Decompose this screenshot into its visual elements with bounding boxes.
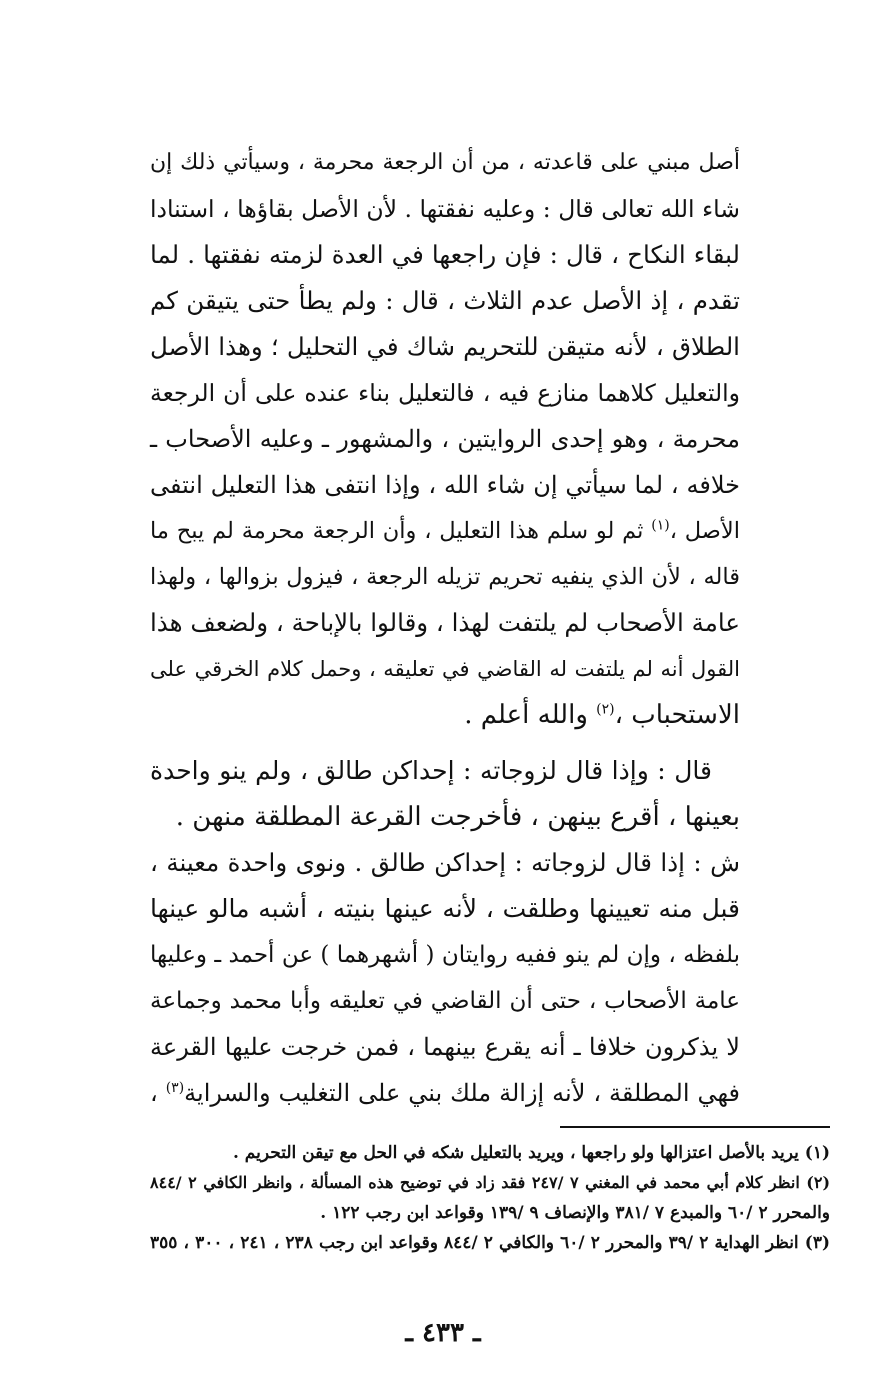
text-line: الطلاق ، لأنه متيقن للتحريم شاك في التحليل ؛ وهذا الأصل: [150, 332, 740, 361]
text-segment: الاستحباب ،: [614, 700, 740, 730]
text-line: والتعليل كلاهما منازع فيه ، فالتعليل بناء عنده على أن الرجعة: [150, 379, 740, 407]
footnotes: [150, 1138, 830, 1258]
footnote-ref-3[interactable]: (٣): [165, 1080, 185, 1096]
text-line: بلفظه ، وإن لم ينو ففيه روايتان ( أشهرهما ) عن أحمد ـ وعليها: [150, 942, 740, 968]
text-line: خلافه ، لما سيأتي إن شاء الله ، وإذا انتفى هذا التعليل انتفى: [150, 471, 740, 499]
footnote-2: (٢) انظر كلام أبي محمد في المغني ٧ /٢٤٧ فقد زاد في توضيح هذه المسألة ، وانظر الكافي ٢ /٨٤٤: [150, 1173, 831, 1192]
paragraph-gap: [150, 738, 740, 748]
paragraph-1: [150, 140, 740, 738]
text-line: محرمة ، وهو إحدى الروايتين ، والمشهور ـ وعليه الأصحاب ـ: [150, 425, 740, 453]
text-line: القول أنه لم يلتفت له القاضي في تعليقه ، وحمل كلام الخرقي على: [150, 657, 740, 681]
text-line: بعينها ، أقرع بينهن ، فأخرجت القرعة المطلقة منهن .: [175, 802, 740, 832]
footnote-ref-1[interactable]: (١): [651, 517, 670, 534]
text-segment: والله أعلم .: [464, 700, 597, 730]
main-text: [150, 140, 740, 1116]
text-line: [150, 1070, 740, 1116]
footnote-ref-2[interactable]: (٢): [596, 701, 615, 718]
text-line: [150, 508, 740, 554]
text-line: عامة الأصحاب لم يلتفت لهذا ، وقالوا بالإباحة ، ولضعف هذا: [150, 608, 740, 637]
footnote-3: (٣) انظر الهداية ٢ /٣٩ والمحرر ٢ /٦٠ والكافي ٢ /٨٤٤ وقواعد ابن رجب ٢٣٨ ، ٢٤١ ، ٣٠٠ ، ٣٥٥: [150, 1233, 830, 1253]
text-segment: الأصل ،: [669, 518, 740, 544]
text-segment: فهي المطلقة ، لأنه إزالة ملك بني على التغليب والسراية: [184, 1079, 741, 1107]
text-segment: ثم لو سلم هذا التعليل ، وأن الرجعة محرمة لم يبح ما: [150, 518, 652, 544]
text-segment: ،: [150, 1079, 166, 1107]
text-line: أصل مبني على قاعدته ، من أن الرجعة محرمة ، وسيأتي ذلك إن: [150, 150, 740, 175]
footnote-2-continued: والمحرر ٢ /٦٠ والمبدع ٧ /٣٨١ والإنصاف ٩ /١٣٩ وقواعد ابن رجب ١٢٢ .: [320, 1203, 830, 1223]
page-number: ـ ٤٣٣ ـ: [405, 1318, 481, 1348]
footnote-separator: [560, 1126, 830, 1128]
text-line: قبل منه تعيينها وطلقت ، لأنه عينها بنيته ، أشبه مالو عينها: [150, 894, 740, 923]
text-line: لا يذكرون خلافا ـ أنه يقرع بينهما ، فمن خرجت عليها القرعة: [150, 1033, 740, 1061]
paragraph-3: [150, 840, 740, 1116]
text-line: لبقاء النكاح ، قال : فإن راجعها في العدة لزمته نفقتها . لما: [150, 240, 740, 269]
text-line: قال : وإذا قال لزوجاته : إحداكن طالق ، ولم ينو واحدة: [150, 756, 712, 785]
text-line: قاله ، لأن الذي ينفيه تحريم تزيله الرجعة ، فيزول بزوالها ، ولهذا: [150, 564, 740, 590]
text-line: تقدم ، إذ الأصل عدم الثلاث ، قال : ولم يطأ حتى يتيقن كم: [150, 286, 740, 315]
text-line: [150, 692, 740, 738]
text-line: ش : إذا قال لزوجاته : إحداكن طالق . ونوى واحدة معينة ،: [150, 848, 740, 877]
text-line: شاء الله تعالى قال : وعليه نفقتها . لأن الأصل بقاؤها ، استنادا: [150, 195, 740, 223]
text-line: عامة الأصحاب ، حتى أن القاضي في تعليقه وأبا محمد وجماعة: [150, 988, 740, 1014]
footnote-1: (١) يريد بالأصل اعتزالها ولو راجعها ، ويريد بالتعليل شكه في الحل مع تيقن التحريم .: [232, 1143, 830, 1163]
paragraph-2: [150, 748, 740, 840]
